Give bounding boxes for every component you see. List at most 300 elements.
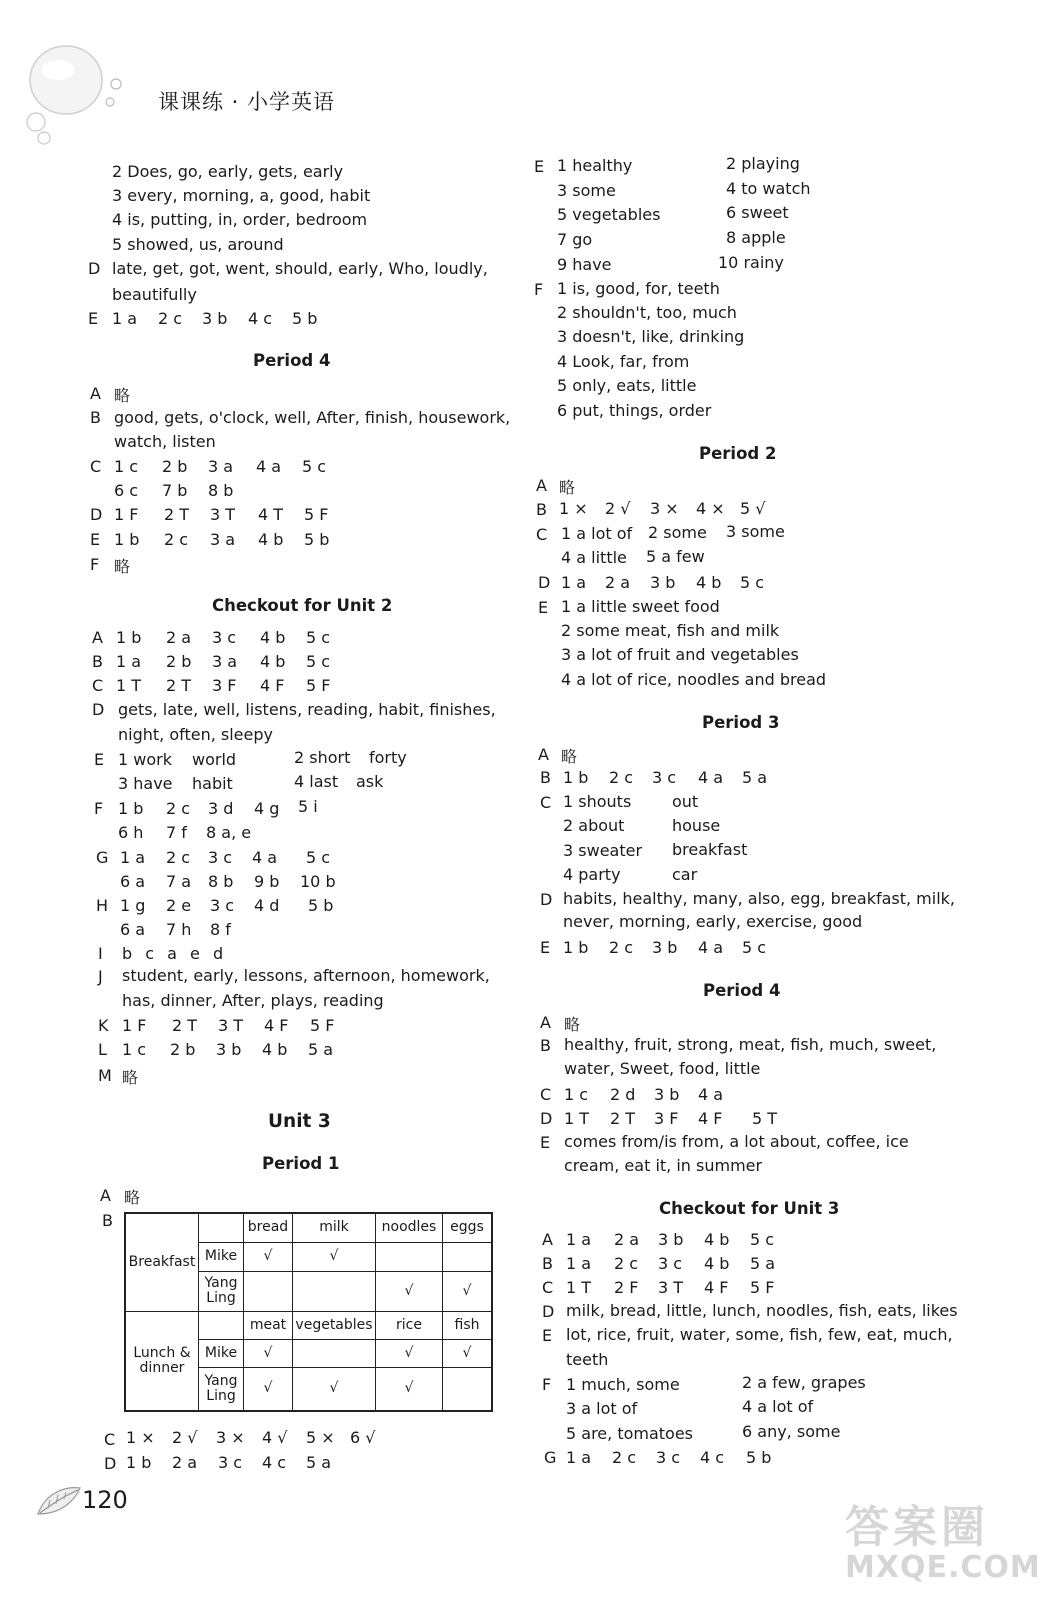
section-label: A [536, 476, 547, 495]
answer-line: beautifully [112, 285, 197, 304]
section-label: L [98, 1040, 107, 1059]
answer-item: 3 c [208, 848, 233, 867]
answer-item: 1 T [566, 1278, 592, 1297]
answer-item: 3 some [557, 181, 616, 200]
section-label: E [538, 598, 549, 617]
section-label: D [104, 1454, 117, 1473]
answer-item: 2 e [166, 896, 192, 915]
section-label: E [540, 938, 551, 957]
answer-item: 3 a [212, 652, 238, 671]
row-label-line: Ling [206, 1290, 236, 1306]
answer-line: late, get, got, went, should, early, Who, loudly, [112, 259, 488, 278]
answer-item: 2 a [605, 573, 631, 592]
answer-line: student, early, lessons, afternoon, homework, [122, 966, 490, 985]
answer-item: 3 b [654, 1085, 680, 1104]
answer-item: 5 a [742, 768, 768, 787]
answer-item: 2 T [166, 676, 192, 695]
answer-line: 2 Does, go, early, gets, early [112, 162, 344, 181]
answer-item: 2 T [610, 1109, 636, 1128]
answer-item: 3 d [208, 799, 234, 818]
answer-item: 2 short [294, 748, 351, 767]
answer-line: 略 [114, 557, 131, 576]
answer-item: 1 work [118, 750, 172, 769]
answer-line: milk, bread, little, lunch, noodles, fish, eats, likes [566, 1301, 958, 1320]
answer-line: 略 [122, 1068, 139, 1087]
answer-item: 5 a [306, 1453, 332, 1472]
section-label: E [94, 750, 105, 769]
answer-item: 2 √ [172, 1428, 198, 1447]
answer-item: world [192, 750, 237, 769]
answer-item: 7 b [162, 481, 188, 500]
answer-item: 7 f [166, 823, 187, 842]
answer-item: 2 c [166, 848, 191, 867]
answer-item: 5 × [306, 1428, 335, 1447]
answer-item: 3 b [202, 309, 228, 328]
answer-item: 5 b [292, 309, 318, 328]
answer-item: 9 b [254, 872, 280, 891]
answer-item: 1 b [114, 530, 140, 549]
answer-item: 3 T [210, 505, 236, 524]
table-row-header [125, 1311, 199, 1411]
answer-item: 5 b [308, 896, 334, 915]
section-label: C [536, 525, 548, 544]
answer-item: 2 b [162, 457, 188, 476]
answer-item: 1 b [563, 768, 589, 787]
section-label: D [540, 890, 553, 909]
section-label: F [94, 799, 104, 818]
period-title: Period 2 [699, 444, 777, 463]
table-cell [199, 1311, 244, 1339]
answer-item: 3 b [658, 1230, 684, 1249]
section-label: K [98, 1016, 109, 1035]
section-label: B [536, 500, 547, 519]
answer-item: 8 b [208, 481, 234, 500]
answer-item: 2 T [164, 505, 190, 524]
answer-item: 5 c [306, 652, 331, 671]
answer-item: 4 a [698, 1085, 724, 1104]
answer-item: 5 b [746, 1448, 772, 1467]
answer-item: 8 apple [726, 228, 786, 247]
answer-item: 3 a [208, 457, 234, 476]
answer-item: 1 a [112, 309, 138, 328]
answer-item: 2 F [614, 1278, 639, 1297]
answer-item: 5 c [306, 848, 331, 867]
section-label: D [88, 259, 101, 278]
answer-item: 10 b [300, 872, 336, 891]
answer-item: 6 sweet [726, 203, 789, 222]
answer-item: 2 a [166, 628, 192, 647]
row-label-line: Yang [204, 1275, 238, 1291]
table-row-label [199, 1367, 244, 1411]
answer-line: good, gets, o'clock, well, After, finish, housework, [114, 408, 511, 427]
answer-item: 10 rainy [718, 253, 784, 272]
answer-item: 4 T [258, 505, 284, 524]
answer-line: 2 shouldn't, too, much [557, 303, 737, 322]
check-cell: √ [244, 1242, 293, 1271]
section-label: F [534, 280, 544, 299]
check-cell: √ [376, 1271, 443, 1311]
table-row-label [199, 1271, 244, 1311]
answer-item: 1 c [122, 1040, 147, 1059]
section-label: G [96, 848, 109, 867]
answer-item: 6 any, some [742, 1422, 841, 1441]
check-cell: √ [443, 1339, 493, 1367]
answer-line: lot, rice, fruit, water, some, fish, few, eat, much, [566, 1325, 953, 1344]
answer-item: 4 b [704, 1254, 730, 1273]
section-title: Checkout for Unit 3 [659, 1199, 840, 1218]
answer-item: 1 T [564, 1109, 590, 1128]
section-label: E [90, 530, 101, 549]
answer-line: 2 some meat, fish and milk [561, 621, 780, 640]
section-label: A [540, 1013, 551, 1032]
answer-item: 2 a few, grapes [742, 1373, 866, 1392]
answer-item: 6 a [120, 872, 146, 891]
answer-line: 4 Look, far, from [557, 352, 690, 371]
answer-line: habits, healthy, many, also, egg, breakfast, milk, [563, 889, 956, 908]
answer-item: 1 a [120, 848, 146, 867]
check-cell [443, 1367, 493, 1411]
answer-item: 5 a few [646, 547, 705, 566]
answer-line: 4 a lot of rice, noodles and bread [561, 670, 827, 689]
section-label: F [542, 1375, 552, 1394]
section-label: B [102, 1211, 113, 1230]
answer-line: healthy, fruit, strong, meat, fish, much, sweet, [564, 1035, 937, 1054]
section-label: B [90, 408, 101, 427]
answer-item: 2 c [164, 530, 189, 549]
section-label: H [96, 896, 109, 915]
answer-line: 1 is, good, for, teeth [557, 279, 720, 298]
answer-item: 4 F [704, 1278, 729, 1297]
check-cell [443, 1242, 493, 1271]
answer-item: 3 F [654, 1109, 679, 1128]
answer-item: 4 b [258, 530, 284, 549]
row-header-line: Lunch & [133, 1344, 191, 1361]
answer-item: 9 have [557, 255, 612, 274]
answer-item: 7 a [166, 872, 192, 891]
section-label: B [542, 1254, 553, 1273]
answer-item: car [672, 865, 698, 884]
answer-line: 6 put, things, order [557, 401, 712, 420]
section-label: D [540, 1109, 553, 1128]
answer-item: 2 √ [605, 499, 631, 518]
section-label: A [538, 745, 549, 764]
section-label: C [92, 676, 104, 695]
answer-line: 4 is, putting, in, order, bedroom [112, 210, 368, 229]
answer-item: 4 d [254, 896, 280, 915]
page-header-title: 课课练 · 小学英语 [158, 90, 336, 114]
answer-item: 2 some [648, 523, 707, 542]
answer-item: 8 b [208, 872, 234, 891]
answer-line: 5 only, eats, little [557, 376, 697, 395]
answer-item: 3 b [650, 573, 676, 592]
answer-item: 6 h [118, 823, 144, 842]
answer-line: night, often, sleepy [118, 725, 273, 744]
answer-item: ask [356, 772, 384, 791]
table-row-label: Mike [199, 1339, 244, 1367]
answer-item: 5 c [306, 628, 331, 647]
section-label: G [544, 1448, 557, 1467]
answer-item: 2 c [166, 799, 191, 818]
answer-item: 4 × [696, 499, 725, 518]
table-cell [199, 1213, 244, 1242]
section-label: A [542, 1230, 553, 1249]
table-col-header: meat [244, 1311, 293, 1339]
answer-item: 2 c [158, 309, 183, 328]
section-label: D [542, 1302, 555, 1321]
answer-line: never, morning, early, exercise, good [563, 912, 863, 931]
section-label: B [540, 768, 551, 787]
answer-item: 3 a [210, 530, 236, 549]
answer-item: 2 b [170, 1040, 196, 1059]
answer-item: 4 b [262, 1040, 288, 1059]
answer-item: 3 c [658, 1254, 683, 1273]
section-label: E [534, 157, 545, 176]
check-cell: √ [244, 1367, 293, 1411]
section-label: B [540, 1036, 551, 1055]
answer-item: 2 b [166, 652, 192, 671]
food-table [124, 1212, 493, 1412]
table-col-header: bread [244, 1213, 293, 1242]
answer-item: 5 a [308, 1040, 334, 1059]
answer-item: 3 b [652, 938, 678, 957]
answer-item: 3 a lot of [566, 1399, 638, 1418]
table-col-header: rice [376, 1311, 443, 1339]
section-label: I [98, 944, 103, 963]
section-label: D [92, 700, 105, 719]
answer-item: 5 vegetables [557, 205, 661, 224]
answer-item: 4 a [256, 457, 282, 476]
answer-line: 略 [561, 747, 578, 766]
answer-item: 5 F [304, 505, 329, 524]
watermark [845, 1502, 1041, 1585]
check-cell: √ [293, 1367, 376, 1411]
section-label: E [542, 1326, 553, 1345]
answer-item: 5 F [306, 676, 331, 695]
answer-item: 5 c [302, 457, 327, 476]
answer-item: 1 b [116, 628, 142, 647]
watermark-logo-text: 答案圈 [845, 1502, 989, 1553]
answer-item: 4 to watch [726, 179, 811, 198]
table-col-header: fish [443, 1311, 493, 1339]
answer-item: 4 F [698, 1109, 723, 1128]
section-title: Checkout for Unit 2 [212, 596, 393, 615]
section-label: C [542, 1278, 554, 1297]
table-row-label: Mike [199, 1242, 244, 1271]
answer-item: 2 c [609, 938, 634, 957]
answer-item: 1 a [566, 1230, 592, 1249]
check-cell: √ [376, 1367, 443, 1411]
period-title: Period 3 [702, 713, 780, 732]
answer-item: 1 shouts [563, 792, 632, 811]
answer-item: out [672, 792, 699, 811]
answer-line: gets, late, well, listens, reading, habit, finishes, [118, 700, 496, 719]
answer-item: 2 d [610, 1085, 636, 1104]
answer-item: 1 T [116, 676, 142, 695]
answer-item: 3 F [212, 676, 237, 695]
answer-item: 5 √ [740, 499, 766, 518]
answer-item: 1 healthy [557, 156, 633, 175]
check-cell [244, 1271, 293, 1311]
answer-line: teeth [566, 1350, 609, 1369]
answer-item: 8 a, e [206, 823, 252, 842]
answer-line: cream, eat it, in summer [564, 1156, 763, 1175]
answer-item: 1 b [126, 1453, 152, 1472]
answer-line: has, dinner, After, plays, reading [122, 991, 384, 1010]
unit-title: Unit 3 [268, 1111, 331, 1132]
section-label: M [98, 1066, 112, 1085]
answer-item: 5 i [298, 797, 318, 816]
section-label: D [538, 573, 551, 592]
answer-line: 3 a lot of fruit and vegetables [561, 645, 799, 664]
answer-item: 4 a [252, 848, 278, 867]
section-label: C [540, 793, 552, 812]
section-label: E [540, 1133, 551, 1152]
section-label: A [92, 628, 103, 647]
answer-item: 5 c [742, 938, 767, 957]
answer-item: 4 b [704, 1230, 730, 1249]
section-label: A [100, 1186, 111, 1205]
answer-item: 4 a [698, 768, 724, 787]
section-label: A [90, 384, 101, 403]
answer-item: 1 g [120, 896, 146, 915]
answer-item: 3 some [726, 522, 785, 541]
period-title: Period 4 [703, 981, 781, 1000]
answer-item: 2 about [563, 816, 625, 835]
answer-item: 2 playing [726, 154, 800, 173]
answer-item: 1 × [126, 1428, 155, 1447]
answer-item: 6 c [114, 481, 139, 500]
row-label-line: Yang [204, 1372, 238, 1389]
answer-item: 3 c [210, 896, 235, 915]
answer-item: 3 have [118, 774, 173, 793]
answer-item: 1 much, some [566, 1375, 680, 1394]
answer-line: b c a e d [122, 944, 228, 963]
answer-item: 4 c [262, 1453, 287, 1472]
answer-item: 1 a [561, 573, 587, 592]
answer-item: 3 sweater [563, 841, 643, 860]
answer-item: 5 F [750, 1278, 775, 1297]
answer-item: 1 a lot of [561, 524, 633, 543]
answer-item: 4 a little [561, 548, 627, 567]
row-label-line: Ling [206, 1387, 236, 1404]
answer-item: breakfast [672, 840, 748, 859]
table-row-header: Breakfast [125, 1213, 199, 1311]
section-label: J [98, 967, 103, 986]
answer-item: 2 a [614, 1230, 640, 1249]
answer-item: 4 b [260, 652, 286, 671]
answer-item: 4 b [696, 573, 722, 592]
answer-item: 2 c [609, 768, 634, 787]
answer-line: water, Sweet, food, little [564, 1059, 761, 1078]
answer-item: 4 F [264, 1016, 289, 1035]
answer-item: 1 b [118, 799, 144, 818]
section-label: C [540, 1085, 552, 1104]
table-col-header: milk [293, 1213, 376, 1242]
answer-line: 略 [564, 1015, 581, 1034]
answer-item: 6 a [120, 920, 146, 939]
answer-item: 5 a [750, 1254, 776, 1273]
answer-item: 1 F [122, 1016, 147, 1035]
answer-line: 5 showed, us, around [112, 235, 284, 254]
answer-item: 8 f [210, 920, 231, 939]
answer-line: 3 every, morning, a, good, habit [112, 186, 371, 205]
answer-item: 1 c [114, 457, 139, 476]
answer-item: 1 a [566, 1254, 592, 1273]
answer-item: 3 × [650, 499, 679, 518]
answer-item: 4 c [700, 1448, 725, 1467]
check-cell: √ [376, 1339, 443, 1367]
check-cell: √ [244, 1339, 293, 1367]
bubble-decoration-icon [18, 40, 138, 150]
answer-item: 1 F [114, 505, 139, 524]
answer-item: 1 × [559, 499, 588, 518]
check-cell [293, 1339, 376, 1367]
section-label: C [104, 1430, 116, 1449]
check-cell [376, 1242, 443, 1271]
section-label: C [90, 457, 102, 476]
answer-item: forty [369, 748, 407, 767]
answer-line: 略 [559, 478, 576, 497]
answer-item: 2 c [612, 1448, 637, 1467]
answer-line: watch, listen [114, 432, 216, 451]
answer-item: 4 c [248, 309, 273, 328]
answer-line: 3 doesn't, like, drinking [557, 327, 745, 346]
leaf-icon [36, 1484, 82, 1518]
table-col-header: vegetables [293, 1311, 376, 1339]
answer-item: 4 a lot of [742, 1397, 814, 1416]
answer-item: 4 √ [262, 1428, 288, 1447]
table-col-header: eggs [443, 1213, 493, 1242]
period-title: Period 4 [253, 351, 331, 370]
answer-line: comes from/is from, a lot about, coffee, ice [564, 1132, 909, 1151]
section-label: B [92, 652, 103, 671]
answer-item: 1 b [563, 938, 589, 957]
answer-item: 3 b [216, 1040, 242, 1059]
answer-item: 3 c [218, 1453, 243, 1472]
answer-item: 7 go [557, 230, 593, 249]
answer-line: 略 [114, 386, 131, 405]
answer-item: 3 T [658, 1278, 684, 1297]
answer-item: 5 T [752, 1109, 778, 1128]
answer-item: house [672, 816, 721, 835]
answer-line: 1 a little sweet food [561, 597, 720, 616]
answer-item: 3 T [218, 1016, 244, 1035]
answer-item: 4 b [260, 628, 286, 647]
answer-line: 略 [124, 1188, 141, 1207]
section-label: D [90, 505, 103, 524]
answer-item: 5 F [310, 1016, 335, 1035]
answer-item: 1 a [116, 652, 142, 671]
answer-item: 6 √ [350, 1428, 376, 1447]
answer-item: 2 a [172, 1453, 198, 1472]
answer-item: 1 a [566, 1448, 592, 1467]
answer-item: 3 c [212, 628, 237, 647]
section-label: F [90, 555, 100, 574]
answer-item: 5 are, tomatoes [566, 1424, 694, 1443]
answer-item: 5 c [740, 573, 765, 592]
answer-item: 4 a [698, 938, 724, 957]
answer-item: 7 h [166, 920, 192, 939]
answer-item: 5 b [304, 530, 330, 549]
period-title: Period 1 [262, 1154, 340, 1173]
page-number: 120 [82, 1486, 128, 1514]
answer-item: 4 party [563, 865, 621, 884]
check-cell: √ [293, 1242, 376, 1271]
answer-item: 2 T [172, 1016, 198, 1035]
answer-item: 3 c [656, 1448, 681, 1467]
answer-item: 1 c [564, 1085, 589, 1104]
answer-item: 4 F [260, 676, 285, 695]
